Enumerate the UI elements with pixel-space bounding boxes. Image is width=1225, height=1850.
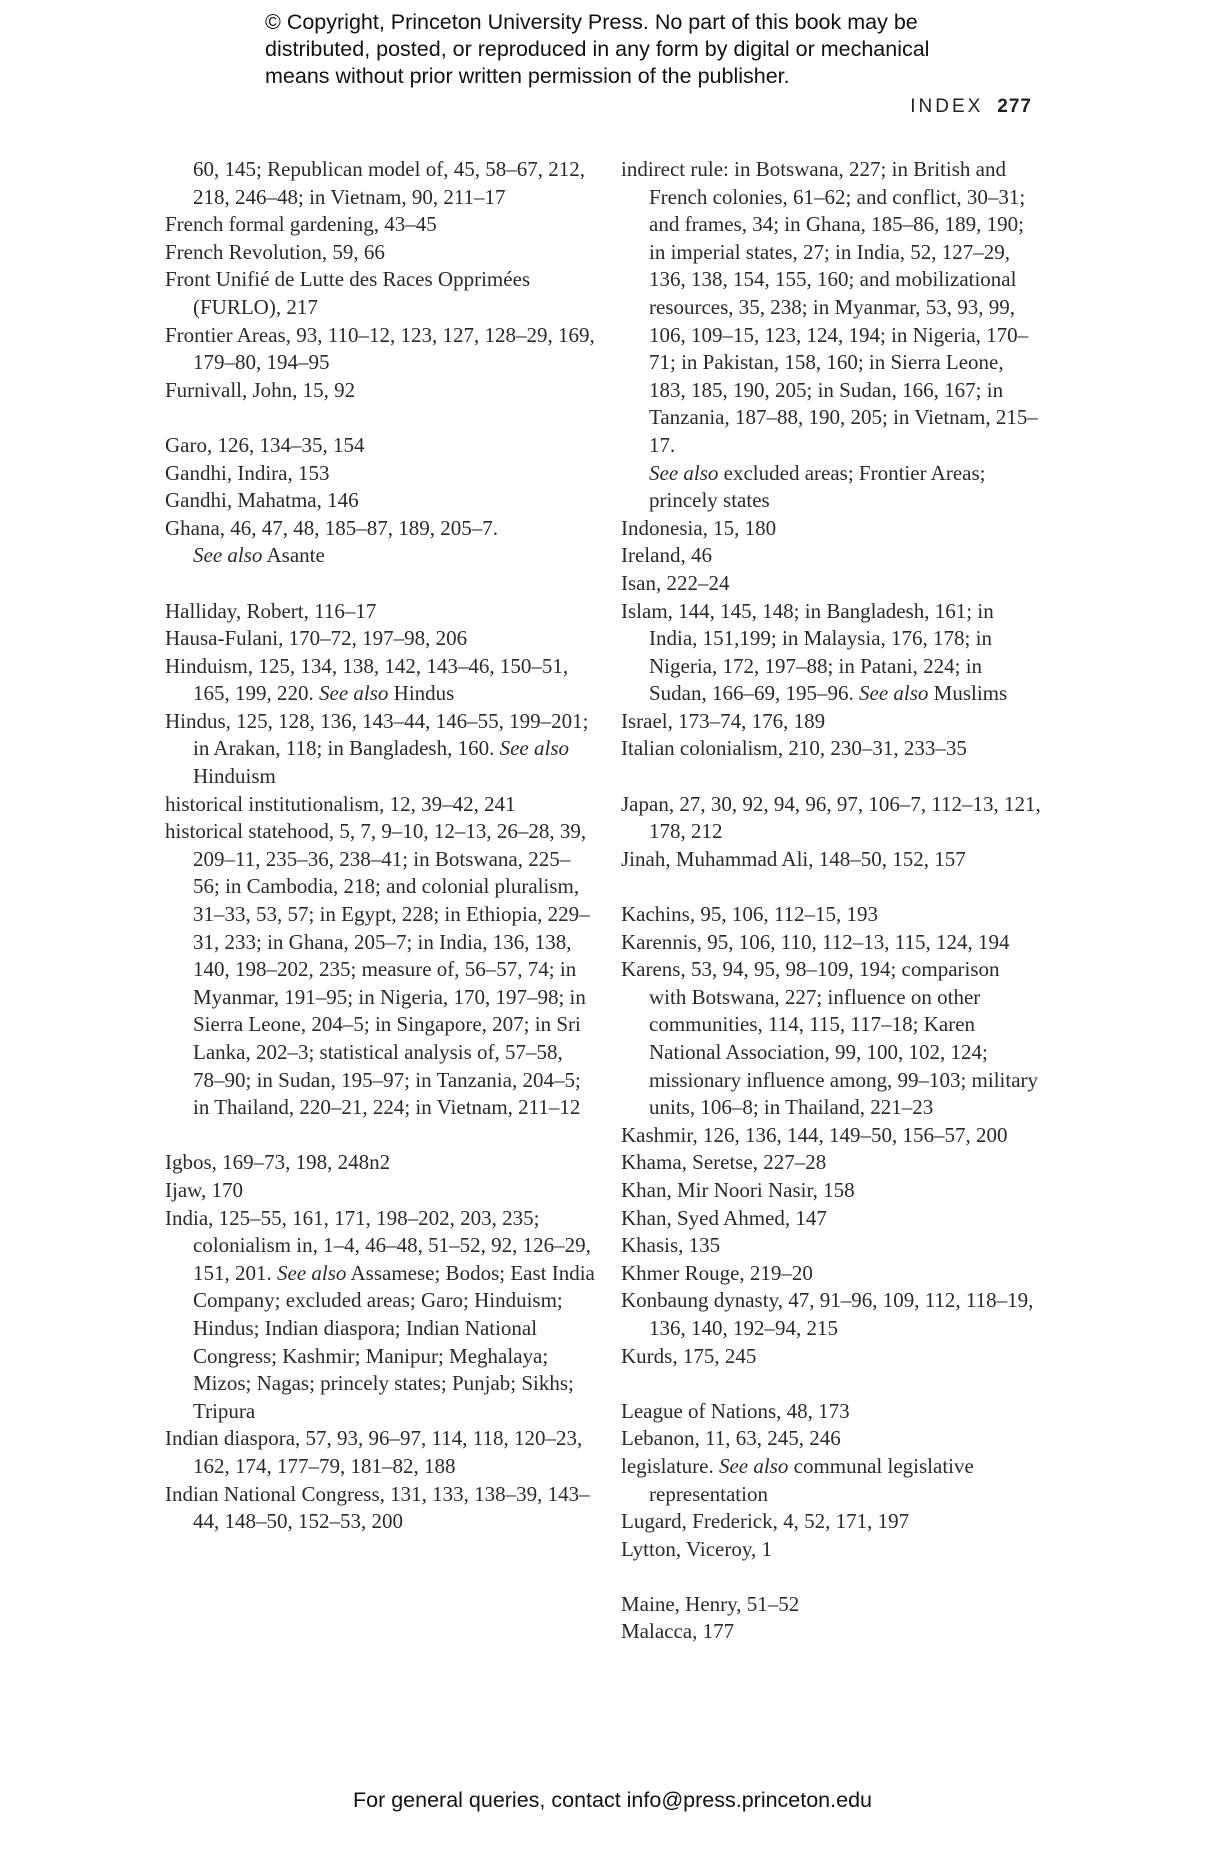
index-entry-text: Front Unifié de Lutte des Races Opprimées (FURLO), 217 bbox=[165, 267, 531, 319]
index-entry bbox=[165, 1481, 595, 1536]
index-entry bbox=[621, 1343, 1041, 1371]
index-entry-text: Garo, 126, 134–35, 154 bbox=[165, 432, 365, 457]
running-head-title: INDEX bbox=[910, 96, 984, 117]
index-entry-text: Konbaung dynasty, 47, 91–96, 109, 112, 118–19, 136, 140, 192–94, 215 bbox=[621, 1288, 1034, 1340]
index-entry bbox=[621, 901, 1041, 929]
see-also-target: communal legislative representation bbox=[649, 1453, 974, 1506]
index-entry bbox=[165, 156, 595, 211]
index-entry-text: Jinah, Muhammad Ali, 148–50, 152, 157 bbox=[621, 846, 966, 871]
see-also-label: See also bbox=[649, 460, 719, 485]
index-entry bbox=[621, 515, 1041, 543]
index-entry bbox=[621, 1232, 1041, 1260]
index-entry-text: Khan, Mir Noori Nasir, 158 bbox=[621, 1177, 855, 1202]
index-entry bbox=[621, 1260, 1041, 1288]
index-entry-text: Khmer Rouge, 219–20 bbox=[621, 1260, 813, 1285]
copyright-notice bbox=[265, 9, 1025, 90]
index-entry-text: Khama, Seretse, 227–28 bbox=[621, 1150, 827, 1175]
index-entry-text: Gandhi, Mahatma, 146 bbox=[165, 488, 359, 513]
index-entry bbox=[165, 239, 595, 267]
index-entry-text: Igbos, 169–73, 198, 248n2 bbox=[165, 1150, 391, 1175]
index-entry-text: Isan, 222–24 bbox=[621, 570, 730, 595]
copyright-line: © Copyright, Princeton University Press. No part of this book may be bbox=[265, 10, 918, 34]
index-entry-text: historical statehood, 5, 7, 9–10, 12–13, 26–28, 39, 209–11, 235–36, 238–41; in Botswana, 225–56; in Cambodia, 218; and colonial pluralism, 31–33, 53, 57; in Egypt, 228; in Ethiopia, 229–31, 233; in Ghana, 205–7; in India, 136, 138, 140, 198–202, 235; measure of, 56–57, 74; in Myanmar, 191–95; in Nigeria, 170, 197–98; in Sierra Leone, 204–5; in Singapore, 207; in Sri Lanka, 202–3; statistical analysis of, 57–58, 78–90; in Sudan, 195–97; in Tanzania, 204–5; in Thailand, 220–21, 224; in Vietnam, 211–12 bbox=[165, 819, 590, 1120]
index-entry bbox=[621, 1122, 1041, 1150]
index-entry bbox=[621, 929, 1041, 957]
see-also-target: Hindus bbox=[388, 681, 455, 706]
index-entry-text: Hinduism, 125, 134, 138, 142, 143–46, 150–51, 165, 199, 220. bbox=[165, 653, 569, 706]
index-entry bbox=[621, 1618, 1041, 1646]
see-also-label: See also bbox=[859, 681, 929, 706]
index-entry-text: French formal gardening, 43–45 bbox=[165, 212, 437, 237]
index-entry bbox=[621, 1453, 1041, 1508]
see-also-target: Muslims bbox=[928, 681, 1008, 706]
index-entry bbox=[621, 708, 1041, 736]
index-entry bbox=[621, 1591, 1041, 1619]
see-also-label: See also bbox=[277, 1260, 347, 1285]
index-entry-text: Kurds, 175, 245 bbox=[621, 1343, 757, 1368]
index-entry bbox=[165, 515, 595, 570]
index-entry-text: Hindus, 125, 128, 136, 143–44, 146–55, 199–201; in Arakan, 118; in Bangladesh, 160. bbox=[165, 708, 589, 761]
index-entry bbox=[621, 1398, 1041, 1426]
letter-group-gap bbox=[165, 404, 595, 432]
footer-contact: For general queries, contact info@press.princeton.edu bbox=[352, 1788, 872, 1812]
index-entry bbox=[621, 542, 1041, 570]
letter-group-gap bbox=[621, 1563, 1041, 1591]
letter-group-gap bbox=[621, 763, 1041, 791]
index-entry-text: Ireland, 46 bbox=[621, 543, 712, 568]
index-entry-text: Khan, Syed Ahmed, 147 bbox=[621, 1205, 827, 1230]
index-entry bbox=[165, 598, 595, 626]
see-also-label: See also bbox=[499, 736, 569, 761]
page-number: 277 bbox=[997, 96, 1032, 117]
index-entry-text: Gandhi, Indira, 153 bbox=[165, 460, 330, 485]
index-entry-text: Furnivall, John, 15, 92 bbox=[165, 377, 356, 402]
index-entry bbox=[165, 625, 595, 653]
see-also-target: Asante bbox=[262, 543, 325, 568]
index-entry-text: Japan, 27, 30, 92, 94, 96, 97, 106–7, 112–13, 121, 178, 212 bbox=[621, 791, 1041, 844]
see-also-label: See also bbox=[319, 681, 389, 706]
index-entry bbox=[621, 1149, 1041, 1177]
index-entry-text: 60, 145; Republican model of, 45, 58–67, 212, 218, 246–48; in Vietnam, 90, 211–17 bbox=[193, 157, 585, 209]
index-entry-text: Karennis, 95, 106, 110, 112–13, 115, 124, 194 bbox=[621, 929, 1010, 954]
index-entry bbox=[621, 956, 1041, 1122]
index-entry-text: Kachins, 95, 106, 112–15, 193 bbox=[621, 902, 879, 927]
index-entry-text: Ijaw, 170 bbox=[165, 1177, 243, 1202]
index-entry bbox=[621, 1536, 1041, 1564]
index-entry-text: Indian diaspora, 57, 93, 96–97, 114, 118, 120–23, 162, 174, 177–79, 181–82, 188 bbox=[165, 1426, 583, 1478]
index-entry bbox=[165, 487, 595, 515]
index-entry-text: Indonesia, 15, 180 bbox=[621, 515, 777, 540]
index-entry bbox=[165, 818, 595, 1122]
index-entry-text: legislature. bbox=[621, 1453, 719, 1478]
index-entry-text: Islam, 144, 145, 148; in Bangladesh, 161; in India, 151,199; in Malaysia, 176, 178; in Nigeria, 172, 197–88; in Patani, 224; in Sudan, 166–69, 195–96. bbox=[621, 598, 994, 706]
index-entry-text: Kashmir, 126, 136, 144, 149–50, 156–57, 200 bbox=[621, 1122, 1008, 1147]
index-entry bbox=[165, 791, 595, 819]
index-entry bbox=[165, 211, 595, 239]
index-entry bbox=[165, 460, 595, 488]
index-entry-text: India, 125–55, 161, 171, 198–202, 203, 235; colonialism in, 1–4, 46–48, 51–52, 92, 126–29, 151, 201. bbox=[165, 1205, 591, 1285]
index-entry-text: Indian National Congress, 131, 133, 138–39, 143–44, 148–50, 152–53, 200 bbox=[165, 1481, 590, 1534]
letter-group-gap bbox=[165, 1122, 595, 1150]
copyright-line: means without prior written permission of the publisher. bbox=[265, 64, 790, 88]
index-entry-text: Lugard, Frederick, 4, 52, 171, 197 bbox=[621, 1509, 910, 1534]
see-also-target: Assamese; Bodos; East India Company; excluded areas; Garo; Hinduism; Hindus; Indian diaspora; Indian National Congress; Kashmir; Manipur; Meghalaya; Mizos; Nagas; princely states; Punjab; Sikhs; Tripura bbox=[193, 1260, 595, 1423]
letter-group-gap bbox=[621, 873, 1041, 901]
index-entry bbox=[621, 791, 1041, 846]
index-entry bbox=[621, 598, 1041, 708]
index-entry-text: Halliday, Robert, 116–17 bbox=[165, 598, 377, 623]
index-entry bbox=[621, 1425, 1041, 1453]
index-entry-text: League of Nations, 48, 173 bbox=[621, 1398, 850, 1423]
see-also-target: Hinduism bbox=[193, 764, 276, 789]
see-also-label: See also bbox=[718, 1453, 789, 1478]
index-entry bbox=[165, 1425, 595, 1480]
index-entry bbox=[165, 1205, 595, 1426]
index-entry bbox=[621, 1508, 1041, 1536]
index-entry bbox=[621, 1287, 1041, 1342]
index-entry bbox=[621, 570, 1041, 598]
index-entry bbox=[165, 1149, 595, 1177]
index-entry bbox=[621, 846, 1041, 874]
index-entry-text: Israel, 173–74, 176, 189 bbox=[621, 708, 826, 733]
see-also-label: See also bbox=[193, 543, 263, 568]
index-entry-text: historical institutionalism, 12, 39–42, 241 bbox=[165, 791, 516, 816]
index-entry-text: Khasis, 135 bbox=[621, 1233, 721, 1258]
index-entry bbox=[165, 377, 595, 405]
letter-group-gap bbox=[621, 1370, 1041, 1398]
index-entry-text: indirect rule: in Botswana, 227; in British and French colonies, 61–62; and conflict, 30–31; and frames, 34; in Ghana, 185–86, 189, 190; in imperial states, 27; in India, 52, 127–29, 136, 138, 154, 155, 160; and mobilizational resources, 35, 238; in Myanmar, 53, 93, 99, 106, 109–15, 123, 124, 194; in Nigeria, 170–71; in Pakistan, 158, 160; in Sierra Leone, 183, 185, 190, 205; in Sudan, 166, 167; in Tanzania, 187–88, 190, 205; in Vietnam, 215–17. bbox=[621, 157, 1038, 457]
index-column-right bbox=[621, 156, 1041, 1646]
index-entry bbox=[165, 266, 595, 321]
index-entry-text: Lebanon, 11, 63, 245, 246 bbox=[621, 1426, 841, 1451]
index-entry bbox=[165, 653, 595, 708]
index-entry bbox=[621, 735, 1041, 763]
index-entry-text: Lytton, Viceroy, 1 bbox=[621, 1536, 772, 1561]
index-entry-text: Hausa-Fulani, 170–72, 197–98, 206 bbox=[165, 626, 468, 651]
index-entry-text: Ghana, 46, 47, 48, 185–87, 189, 205–7. bbox=[165, 515, 499, 540]
index-entry bbox=[621, 1205, 1041, 1233]
index-entry-text: Italian colonialism, 210, 230–31, 233–35 bbox=[621, 736, 967, 761]
running-head bbox=[910, 96, 1032, 118]
index-entry bbox=[621, 156, 1041, 515]
index-entry-text: Karens, 53, 94, 95, 98–109, 194; comparison with Botswana, 227; influence on other communities, 114, 115, 117–18; Karen National Association, 99, 100, 102, 124; missionary influence among, 99–103; military units, 106–8; in Thailand, 221–23 bbox=[621, 957, 1039, 1120]
index-entry bbox=[165, 432, 595, 460]
index-entry bbox=[621, 1177, 1041, 1205]
index-entry-text: French Revolution, 59, 66 bbox=[165, 239, 385, 264]
see-also-target: excluded areas; Frontier Areas; princely states bbox=[649, 460, 986, 513]
index-column-left bbox=[165, 156, 595, 1536]
index-entry bbox=[165, 1177, 595, 1205]
copyright-line: distributed, posted, or reproduced in any form by digital or mechanical bbox=[265, 37, 930, 61]
letter-group-gap bbox=[165, 570, 595, 598]
index-entry bbox=[165, 708, 595, 791]
index-entry-text: Frontier Areas, 93, 110–12, 123, 127, 128–29, 169, 179–80, 194–95 bbox=[165, 322, 595, 375]
index-entry bbox=[165, 322, 595, 377]
index-entry-text: Malacca, 177 bbox=[621, 1619, 735, 1644]
index-entry-text: Maine, Henry, 51–52 bbox=[621, 1591, 800, 1616]
